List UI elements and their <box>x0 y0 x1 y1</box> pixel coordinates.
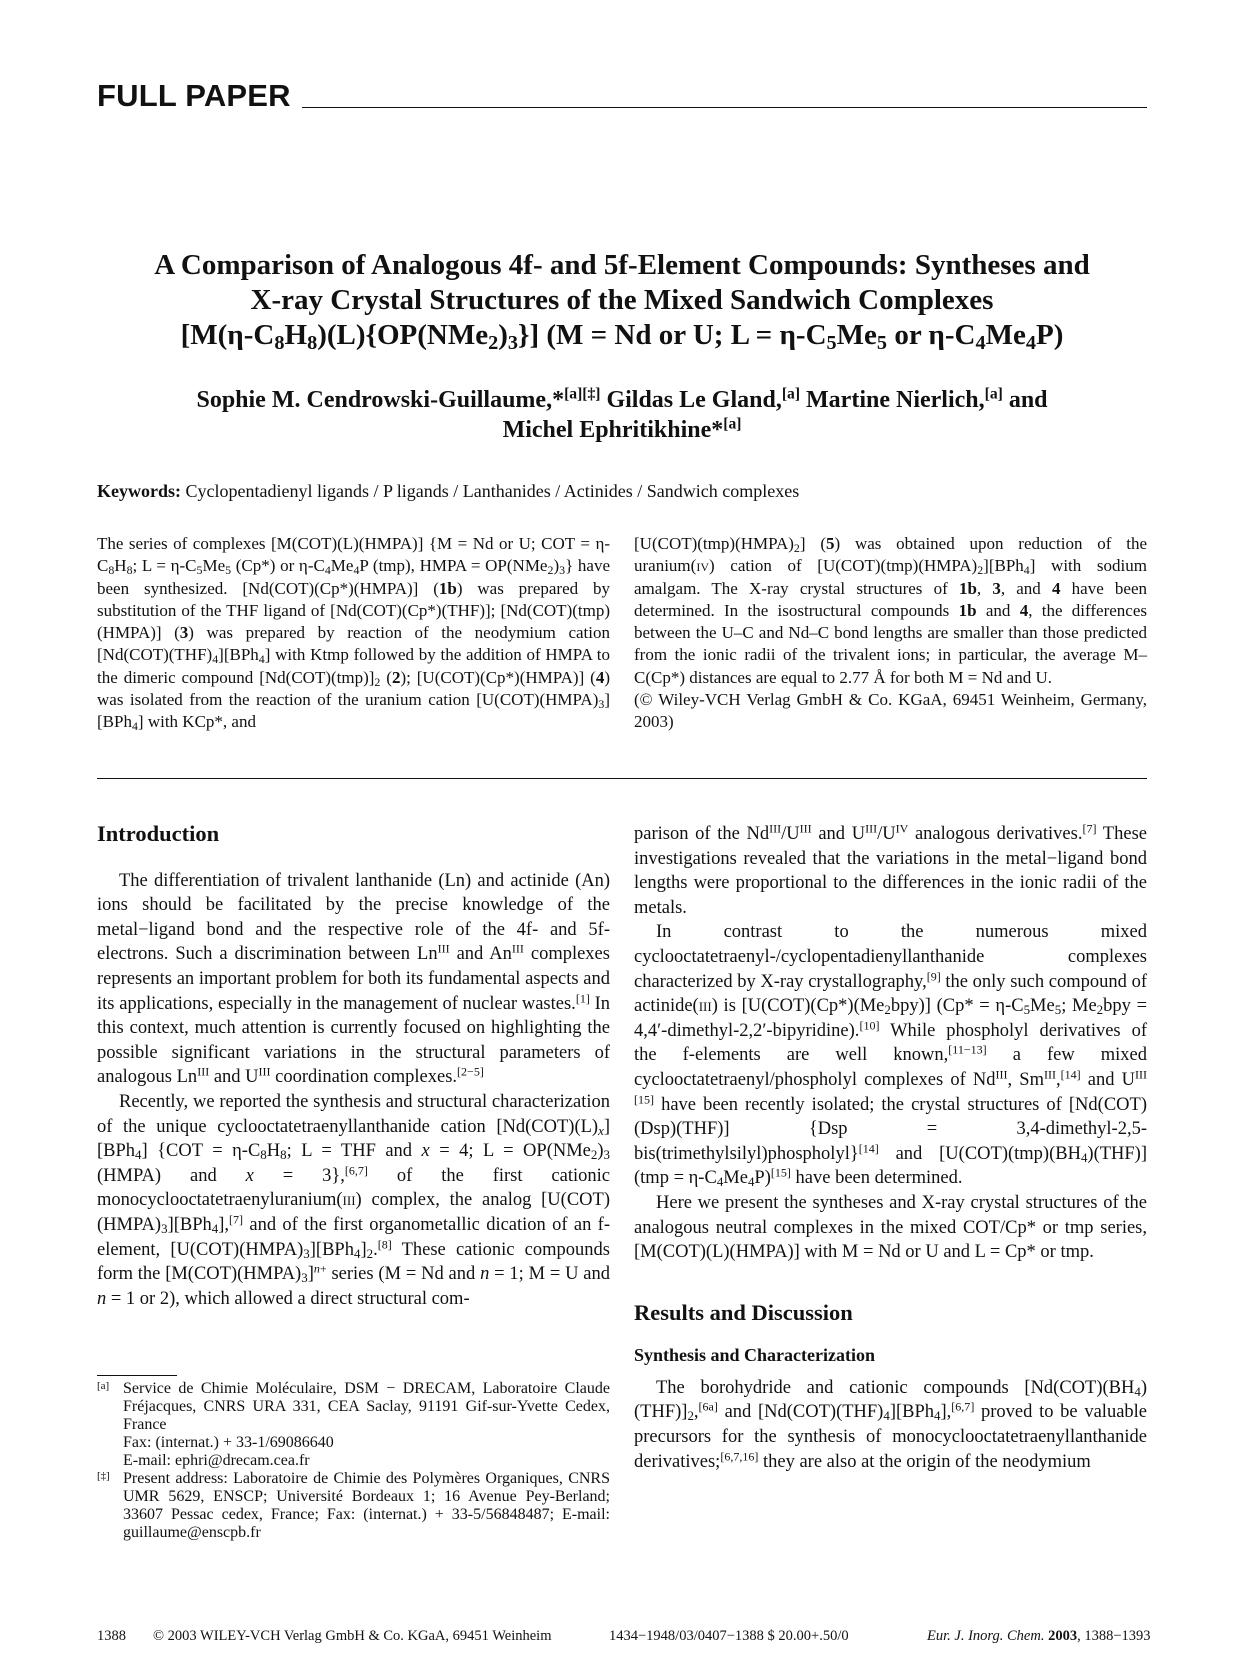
authors-line-2: Michel Ephritikhine*[a] <box>502 415 742 443</box>
intro-heading: Introduction <box>97 821 220 846</box>
abstract-right: $[U(COT)(tmp)(HMPA)_2]$ (5) was obtained upon reduction of the uranium(iv) cation of $[U(COT)(tmp)(HMPA)_2][BPh_4]$ with sodium amalgam. The X-ray crystal structures of 1b, 3, and 4 have been determined. In the isostructural compounds 1b and 4, the differences between the U–C and Nd–C bond lengths are smaller than those predicted from the ionic radii of the trivalent ions; in particular, the average M–C(Cp*) distances are equal to 2.77 Å for both M = Nd and U. (© Wiley-VCH Verlag GmbH & Co. KGaA, 69451 Weinheim, Germany, 2003) <box>634 534 1148 732</box>
journal-year: 2003 <box>1048 1628 1078 1644</box>
title-line-3: $[M(\eta-C_8H_8)(L)\{OP(NMe_2)_3\}] (M = Nd$ or U; $L = \eta-C_5Me_5$ or $\eta-C_4Me_4P$) <box>180 319 1064 355</box>
footnote-rule <box>97 1375 177 1376</box>
keywords-text: Cyclopentadienyl ligands / P ligands / Lanthanides / Actinides / Sandwich complexes <box>185 481 800 501</box>
footer-issn: 1434−1948/03/0407−1388 $ 20.00+.50/0 <box>609 1628 849 1644</box>
footnote-a-marker: [a] <box>97 1380 110 1392</box>
header-rule <box>302 107 1147 108</box>
intro-paragraph-3: parison of the $Nd^{III}/U^{III}$ and $U^{III}/U^{IV}$ analogous derivatives.[7] These investigations revealed that the variations in the metal−ligand bond lengths were proportional to the differences in the ionic radii of the metals. <box>634 821 1147 918</box>
footnote-b <box>97 1470 610 1542</box>
keywords <box>97 481 1147 502</box>
footnote-a-fax: Fax: (internat.) + 33-1/69086640 <box>123 1434 334 1451</box>
body-left-column <box>97 822 610 1311</box>
synthesis-subheading: Synthesis and Characterization <box>634 1345 876 1366</box>
journal-pages: , 1388−1393 <box>1077 1628 1151 1644</box>
intro-paragraph-2: Recently, we reported the synthesis and structural characterization of the unique cyclooctatetraenyllanthanide cation $[Nd(COT)(L)_x][BPh_4] \{COT = \eta-C_8H_8$; L = THF and x = 4; $L = OP(NMe_2)_3$ (HMPA) and x = 3},[6,7] of the first cationic monocyclooctatetraenyluranium(iii) complex, the analog $[U(COT)(HMPA)_3][BPh_4],[7]$ and of the first organometallic dication of an f-element, $[U(COT)(HMPA)_3][BPh_4]_2.[8]$ These cationic compounds form the $[M(COT)(HMPA)_3]^{n+}$ series (M = Nd and n = 1; M = U and n = 1 or 2), which allowed a direct structural com- <box>97 1091 610 1309</box>
title-line-2: X-ray Crystal Structures of the Mixed Sandwich Complexes <box>250 284 994 316</box>
footer-citation <box>927 1628 1151 1645</box>
abstract-copyright: (© Wiley-VCH Verlag GmbH & Co. KGaA, 69451 Weinheim, Germany, 2003) <box>634 690 1147 732</box>
keywords-label: Keywords: <box>97 481 181 501</box>
footnote-a-affiliation: Service de Chimie Moléculaire, DSM − DRECAM, Laboratoire Claude Fréjacques, CNRS URA 331, CEA Saclay, 91191 Gif-sur-Yvette Cedex, France <box>123 1380 610 1433</box>
paper-title <box>97 248 1147 353</box>
footnote-a <box>97 1380 610 1470</box>
footnotes <box>97 1380 610 1542</box>
title-line-1: A Comparison of Analogous 4f- and 5f-Element Compounds: Syntheses and <box>154 249 1090 281</box>
author-list <box>97 385 1147 445</box>
footnote-b-marker: [‡] <box>97 1470 110 1482</box>
abstract-left: The series of complexes [M(COT)(L)(HMPA)] {M = Nd or U; COT = $\eta-C_8H_8$; $L = \eta-C_5Me_5$ (Cp*) or $\eta-C_4Me_4P$ (tmp), HMPA = $OP(NMe_2)_3$} have been synthesized. [Nd(COT)(Cp*)(HMPA)] (1b) was prepared by substitution of the THF ligand of [Nd(COT)(Cp*)(THF)]; [Nd(COT)(tmp)(HMPA)] (3) was prepared by reaction of the neodymium cation $[Nd(COT)(THF)_4][BPh_4]$ with Ktmp followed by the addition of HMPA to the dimeric compound $[Nd(COT)(tmp)]_2$ (2); [U(COT)(Cp*)(HMPA)] (4) was isolated from the reaction of the uranium cation $[U(COT)(HMPA)_3][BPh_4]$ with KCp*, and <box>97 534 610 734</box>
footnote-a-email: E-mail: ephri@drecam.cea.fr <box>123 1452 310 1469</box>
intro-paragraph-4: In contrast to the numerous mixed cyclooctatetraenyl-/cyclopentadienyllanthanide complexes characterized by X-ray crystallography,[9] the only such compound of actinide(iii) is $[U(COT)(Cp*)(Me_2bpy)] (Cp* = \eta-C_5Me_5$; $Me_2bpy$ = 4,4′-dimethyl-2,2′-bipyridine).[10] While phospholyl derivatives of the f-elements are well known,[11−13] a few mixed cyclooctatetraenyl/phospholyl complexes of $Nd^{III}$, $Sm^{III},[14]$ and $U^{III [15]}$ have been recently isolated; the crystal structures of [Nd(COT)(Dsp)(THF)] {Dsp = 3,4-dimethyl-2,5-bis(trimethylsilyl)phospholyl}[14] and $[U(COT)(tmp)(BH_4)(THF)] (tmp = \eta-C_4Me_4P)[15]$ have been determined. <box>634 922 1147 1190</box>
intro-paragraph-1: The differentiation of trivalent lanthanide (Ln) and actinide (An) ions should be facilitated by the precise knowledge of the metal−ligand bond and the respective role of the 4f- and 5f-electrons. Such a discrimination between $Ln^{III}$ and $An^{III}$ complexes represents an important problem for both its fundamental aspects and its applications, especially in the management of nuclear wastes.[1] In this context, much attention is currently focused on highlighting the possible significant variations in the structural parameters of analogous $Ln^{III}$ and $U^{III}$ coordination complexes.[2−5] <box>97 870 610 1088</box>
footer-copyright: © 2003 WILEY-VCH Verlag GmbH & Co. KGaA, 69451 Weinheim <box>153 1628 552 1644</box>
intro-paragraph-5: Here we present the syntheses and X-ray crystal structures of the analogous neutral complexes in the mixed COT/Cp* or tmp series, [M(COT)(L)(HMPA)] with M = Nd or U and L = Cp* or tmp. <box>634 1192 1147 1263</box>
results-paragraph-1: The borohydride and cationic compounds $[Nd(COT)(BH_4)(THF)]_2,[6a]$ and $[Nd(COT)(THF)_4][BPh_4],[6,7]$ proved to be valuable precursors for the synthesis of monocyclooctatetraenyllanthanide derivatives;[6,7,16] they are also at the origin of the neodymium <box>634 1377 1148 1472</box>
page-header <box>97 78 1147 118</box>
footnote-b-address: Present address: Laboratoire de Chimie des Polymères Organiques, CNRS UMR 5629, ENSCP; Université Bordeaux 1; 16 Avenue Pey-Berland; 33607 Pessac cedex, France; Fax: (internat.) + 33-5/56848487; E-mail: guillaume@enscpb.fr <box>123 1470 610 1541</box>
results-heading: Results and Discussion <box>634 1299 853 1325</box>
journal-name: Eur. J. Inorg. Chem. <box>927 1628 1045 1644</box>
body-right-column <box>634 822 1147 1474</box>
section-label: FULL PAPER <box>97 78 291 113</box>
authors-line-1: Sophie M. Cendrowski-Guillaume,*[a][‡] Gildas Le Gland,[a] Martine Nierlich,[a] and <box>196 385 1048 413</box>
page-number: 1388 <box>97 1628 126 1644</box>
abstract-rule <box>97 778 1147 779</box>
